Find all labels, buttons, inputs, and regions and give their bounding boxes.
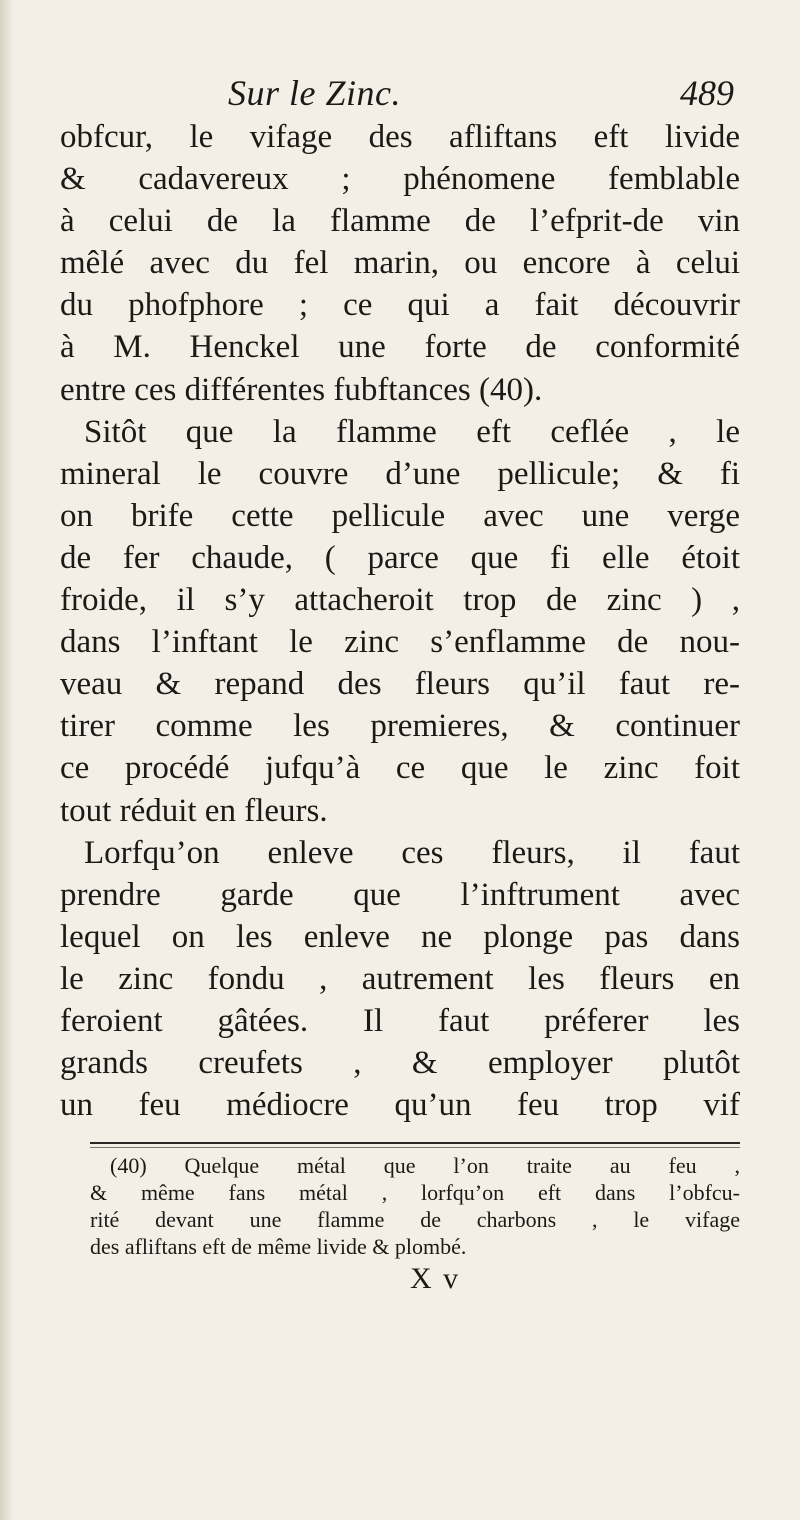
page-header — [60, 72, 740, 120]
body-line: ce procédé jufqu’à ce que le zinc foit — [60, 750, 740, 787]
body-text — [60, 116, 740, 1126]
footnote — [90, 1152, 740, 1260]
body-line: mêlé avec du fel marin, ou encore à celui — [60, 245, 740, 282]
body-line: obfcur, le vifage des afliftans eft livide — [60, 119, 740, 155]
body-line: tout réduit en fleurs. — [60, 792, 328, 829]
page-edge-shadow — [0, 0, 14, 1520]
body-line: de fer chaude, ( parce que fi elle étoit — [60, 539, 740, 576]
footnote-line: rité devant une flamme de charbons , le vifage — [90, 1207, 740, 1232]
body-line: veau & repand des fleurs qu’il faut re- — [60, 666, 740, 703]
body-line: le zinc fondu , autrement les fleurs en — [60, 960, 740, 997]
body-line: prendre garde que l’inftrument avec — [60, 876, 740, 913]
signature-mark: X v — [410, 1262, 461, 1295]
body-line: mineral le couvre d’une pellicule; & fi — [60, 455, 740, 492]
page-number: 489 — [680, 73, 734, 113]
body-line: lequel on les enleve ne plonge pas dans — [60, 918, 740, 955]
body-line: on brife cette pellicule avec une verge — [60, 497, 740, 534]
footnote-line: des afliftans eft de même livide & plombé. — [90, 1234, 467, 1259]
footnote-rule — [90, 1142, 740, 1148]
body-line: froide, il s’y attacheroit trop de zinc ) , — [60, 582, 740, 619]
body-line: entre ces différentes fubftances (40). — [60, 371, 543, 408]
footnote-line: (40) Quelque métal que l’on traite au feu , — [110, 1153, 740, 1178]
body-line: tirer comme les premieres, & continuer — [60, 708, 740, 745]
body-line: un feu médiocre qu’un feu trop vif — [60, 1087, 740, 1124]
body-line: feroient gâtées. Il faut préferer les — [60, 1002, 740, 1039]
running-title: Sur le Zinc. — [228, 73, 401, 113]
body-line: dans l’inftant le zinc s’enflamme de nou- — [60, 624, 740, 661]
body-line: Sitôt que la flamme eft ceflée , le — [84, 413, 740, 450]
body-line: Lorfqu’on enleve ces fleurs, il faut — [84, 834, 740, 871]
body-line: grands creufets , & employer plutôt — [60, 1045, 740, 1082]
body-line: & cadavereux ; phénomene femblable — [60, 161, 740, 198]
body-line: à celui de la flamme de l’efprit-de vin — [60, 203, 740, 240]
body-line: à M. Henckel une forte de conformité — [60, 329, 740, 366]
footnote-line: & même fans métal , lorfqu’on eft dans l’obfcu- — [90, 1180, 740, 1205]
body-line: du phofphore ; ce qui a fait découvrir — [60, 287, 740, 324]
